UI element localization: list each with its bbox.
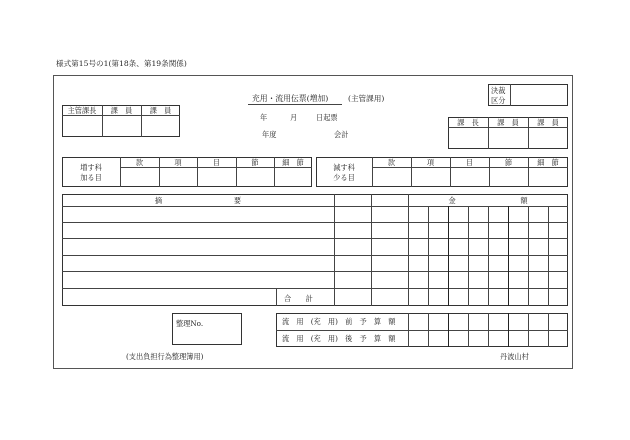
increase-col-setsu: 節 bbox=[251, 158, 259, 167]
increase-col-kou: 項 bbox=[174, 158, 182, 167]
increase-col-saisetsu: 細 節 bbox=[282, 158, 304, 167]
left-approval-head-staff-2: 課 員 bbox=[149, 106, 172, 115]
increase-label-2: 加る目 bbox=[80, 173, 102, 182]
row-line-3 bbox=[62, 255, 568, 256]
ba-col-d5 bbox=[508, 313, 509, 347]
left-approval-head-chief: 主管課長 bbox=[67, 106, 97, 115]
ba-col-d6 bbox=[528, 313, 529, 347]
right-approval-head-staff-1: 課 員 bbox=[497, 118, 519, 127]
row-line-4 bbox=[62, 271, 568, 272]
row-line-1 bbox=[62, 222, 568, 223]
decrease-col-kan: 款 bbox=[387, 158, 396, 167]
col-line-a bbox=[371, 194, 372, 306]
title-underline bbox=[248, 104, 342, 105]
fiscal-year-label: 年度 bbox=[262, 130, 277, 139]
decrease-label-2: 少る目 bbox=[333, 173, 355, 182]
right-approval-head-staff-2: 課 員 bbox=[537, 118, 559, 127]
total-row-left-edge bbox=[276, 288, 277, 306]
village-name: 丹波山村 bbox=[500, 352, 529, 361]
col-line-d4 bbox=[488, 206, 489, 306]
decrease-col-kou: 項 bbox=[426, 158, 435, 167]
approval-category-label-1: 決裁 bbox=[491, 86, 506, 95]
approval-category-label-2: 区分 bbox=[491, 96, 506, 105]
before-after-divider bbox=[276, 330, 568, 331]
title-note: (主管課用) bbox=[348, 94, 385, 103]
reference-number-box bbox=[172, 313, 242, 345]
date-day-issued: 日起票 bbox=[316, 113, 338, 122]
ba-col-d2 bbox=[448, 313, 449, 347]
row-line-2 bbox=[62, 238, 568, 239]
decrease-col-saisetsu: 細 節 bbox=[537, 158, 559, 167]
col-line-b bbox=[408, 194, 409, 306]
col-line-d5 bbox=[508, 206, 509, 306]
col-line-d3 bbox=[468, 206, 469, 306]
right-approval-head-chief: 課 長 bbox=[457, 118, 479, 127]
date-month: 月 bbox=[290, 113, 298, 122]
date-year: 年 bbox=[260, 113, 268, 122]
decrease-col-moku: 目 bbox=[465, 158, 474, 167]
account-label: 会計 bbox=[334, 130, 349, 139]
summary-header: 摘 要 bbox=[154, 196, 242, 205]
ba-col-d7 bbox=[548, 313, 549, 347]
right-approval-header-line bbox=[448, 127, 568, 128]
ba-col-d1 bbox=[428, 313, 429, 347]
col-line-d7 bbox=[548, 206, 549, 306]
increase-col-kan: 款 bbox=[135, 158, 144, 167]
total-row-blank bbox=[64, 289, 276, 304]
ba-col-d4 bbox=[488, 313, 489, 347]
form-title: 充用・流用伝票(増加) bbox=[252, 94, 329, 103]
col-line-d6 bbox=[528, 206, 529, 306]
increase-label-1: 増す科 bbox=[80, 163, 102, 172]
reference-number-label: 整理No. bbox=[176, 319, 204, 328]
increase-col-moku: 目 bbox=[212, 158, 221, 167]
ba-col-label-end bbox=[408, 313, 409, 347]
usage-note: (支出負担行為整理簿用) bbox=[126, 352, 204, 361]
left-approval-header-line bbox=[62, 115, 180, 116]
decrease-header-line bbox=[372, 167, 568, 168]
increase-header-line bbox=[120, 167, 312, 168]
before-budget-label: 流 用 (充 用) 前 予 算 額 bbox=[282, 317, 396, 326]
total-label: 合 計 bbox=[284, 294, 313, 303]
ba-col-d3 bbox=[468, 313, 469, 347]
form-number: 様式第15号の1(第18条、第19条関係) bbox=[56, 59, 187, 68]
decrease-col-setsu: 節 bbox=[504, 158, 513, 167]
col-line-summary-end bbox=[334, 194, 335, 306]
decrease-label-1: 減す科 bbox=[333, 163, 355, 172]
approval-category-divider bbox=[510, 84, 511, 106]
col-line-d2 bbox=[448, 206, 449, 306]
row-line-header bbox=[62, 206, 568, 207]
col-line-d1 bbox=[428, 206, 429, 306]
amount-header: 金 額 bbox=[448, 196, 528, 205]
left-approval-head-staff-1: 課 員 bbox=[110, 106, 133, 115]
after-budget-label: 流 用 (充 用) 後 予 算 額 bbox=[282, 334, 396, 343]
